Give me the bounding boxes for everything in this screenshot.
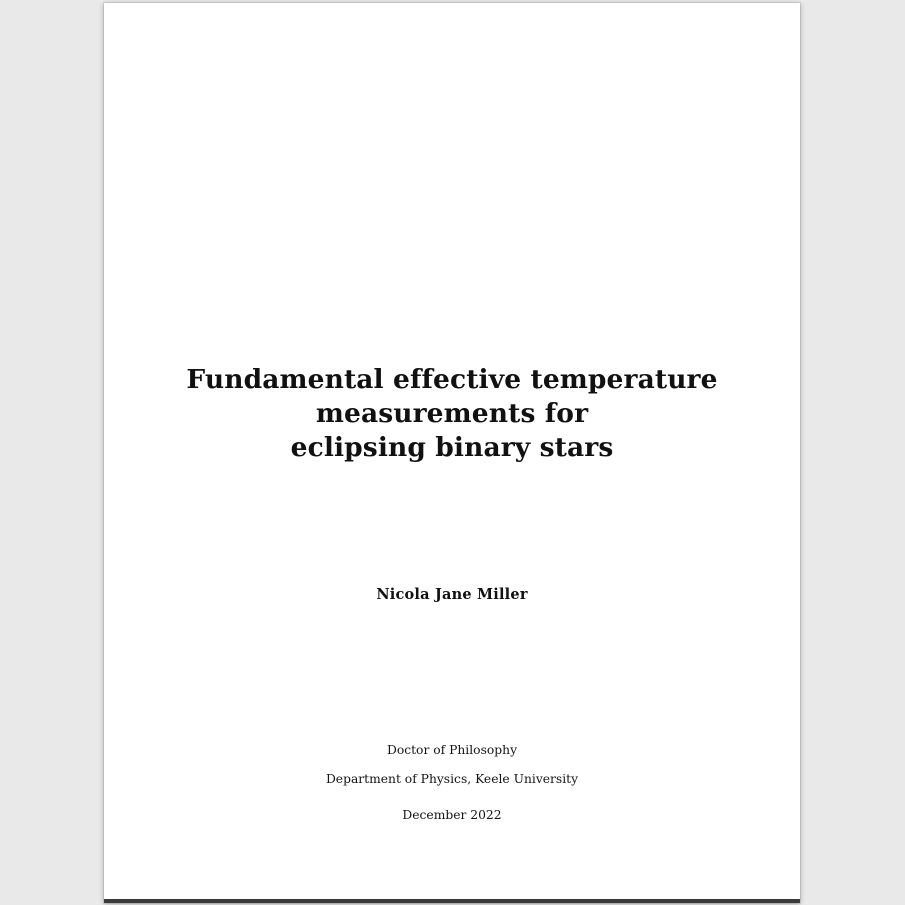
- title-line-3: eclipsing binary stars: [290, 432, 614, 463]
- title-line-2: measurements for: [315, 398, 589, 429]
- title-line-1: Fundamental effective temperature: [186, 364, 718, 395]
- author-block: [104, 586, 800, 603]
- thesis-title-page: [104, 3, 800, 903]
- thesis-metadata: [104, 736, 800, 830]
- thesis-title: [104, 363, 800, 465]
- author-name: Nicola Jane Miller: [376, 586, 528, 603]
- affiliation-label: Department of Physics, Keele University: [325, 772, 579, 786]
- date-label: December 2022: [402, 808, 502, 822]
- degree-label: Doctor of Philosophy: [386, 743, 518, 757]
- page-bottom-edge: [104, 899, 800, 903]
- page-content: [104, 3, 800, 903]
